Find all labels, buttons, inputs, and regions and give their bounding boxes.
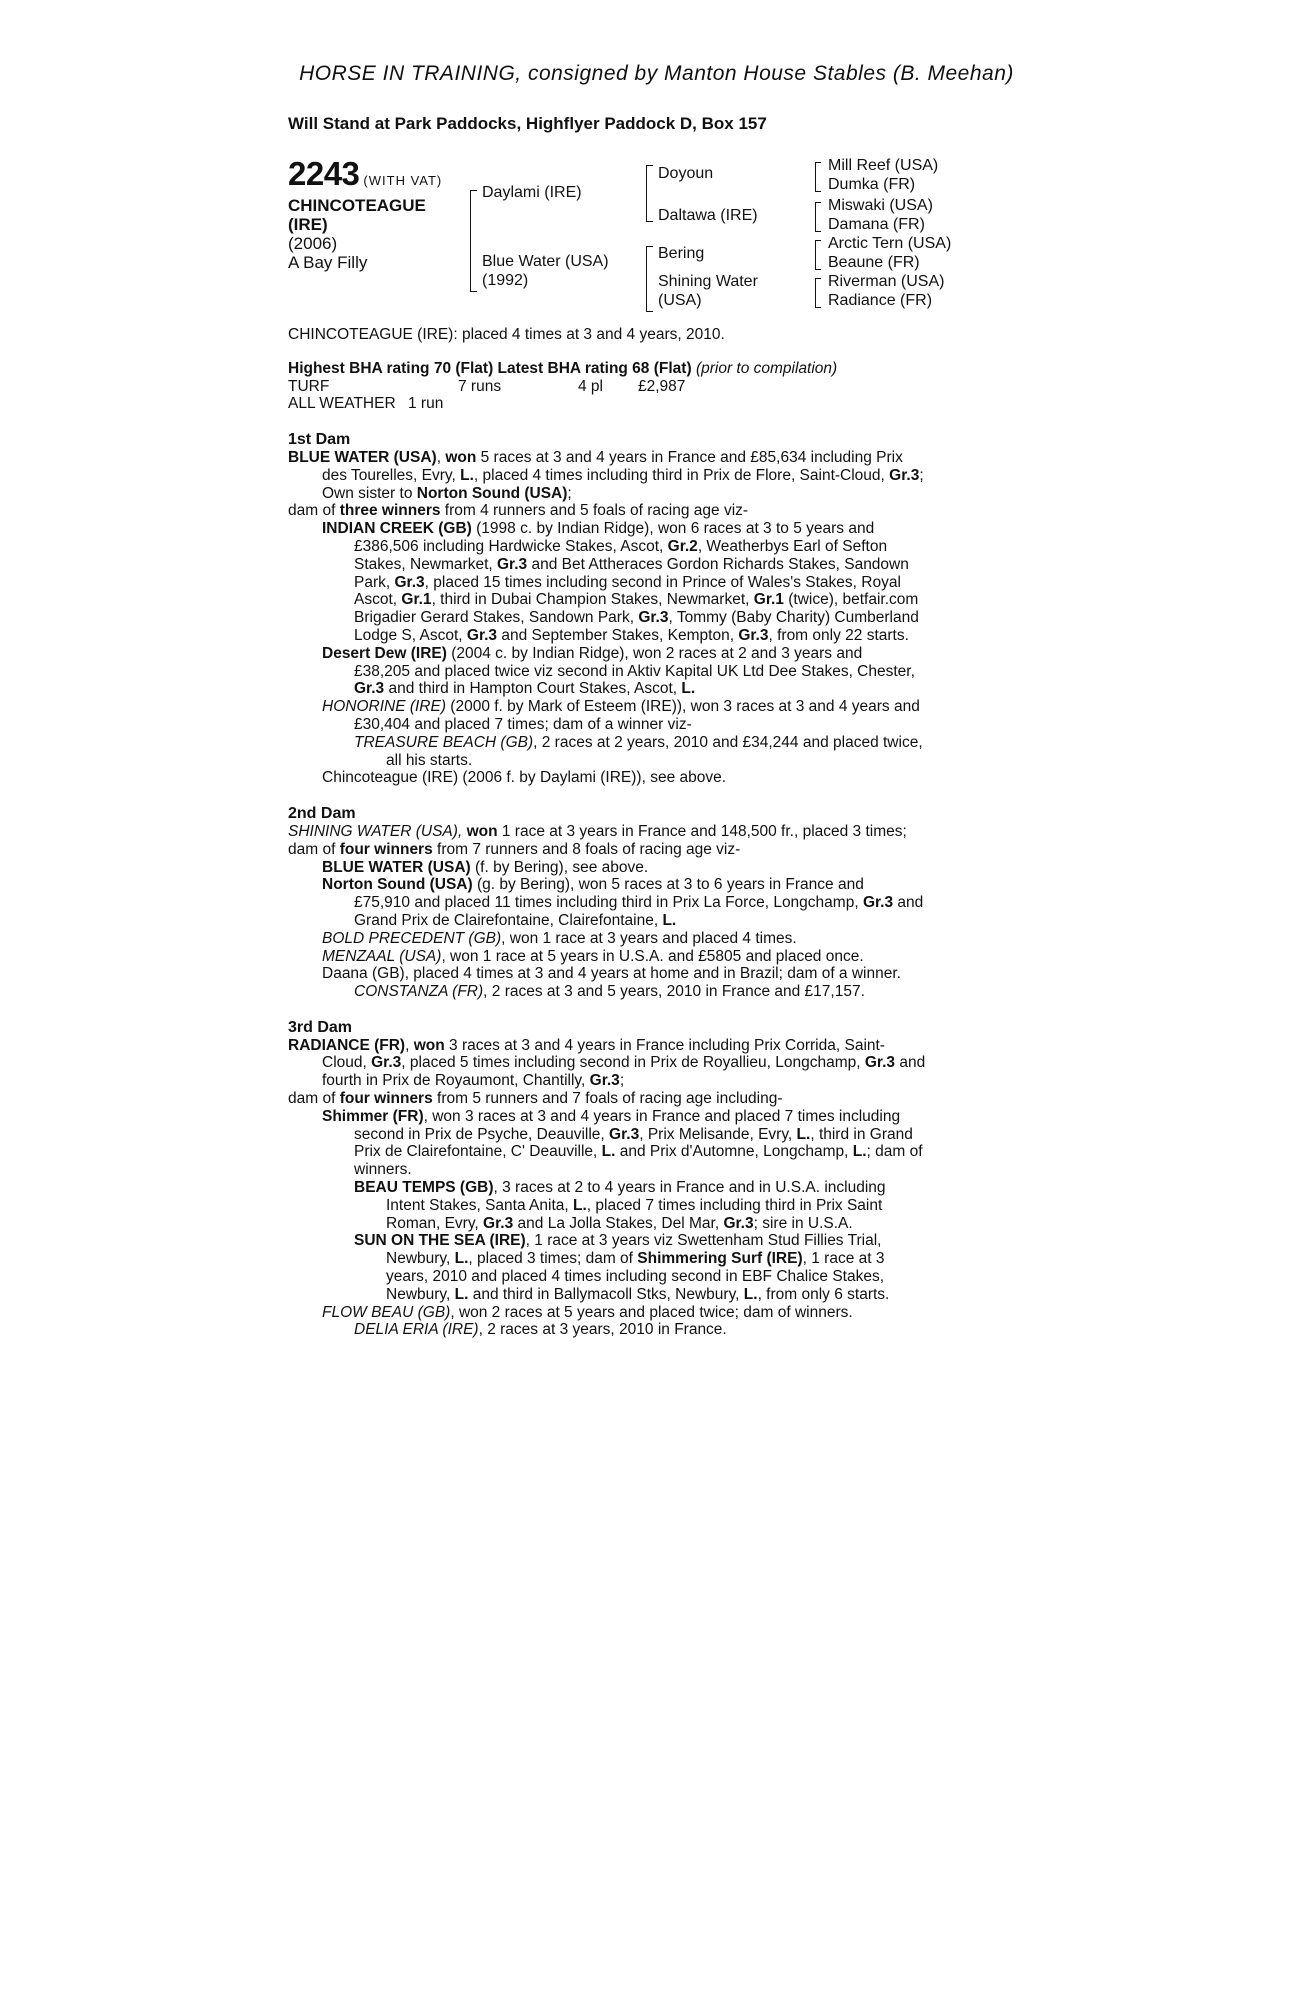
pedigree-sdd: Damana (FR)	[828, 216, 925, 233]
progeny-line	[288, 1197, 1004, 1215]
rating-note: (prior to compilation)	[695, 359, 838, 377]
text-segment: Norton Sound (USA)	[322, 876, 473, 894]
lot-number-block	[288, 155, 442, 193]
text-segment: and	[895, 1054, 926, 1072]
aw-record	[288, 395, 1004, 413]
text-segment: and Prix d'Automne, Longchamp,	[615, 1143, 853, 1161]
text-segment: Gr.3	[466, 626, 498, 644]
progeny-line	[288, 1108, 1004, 1126]
progeny-line	[288, 680, 1004, 698]
text-segment: , placed 15 times including second in Prince of Wales's Stakes, Royal	[424, 573, 901, 591]
text-segment: (2004 c. by Indian Ridge), won 2 races at 2 and 3 years and	[446, 644, 863, 662]
text-segment: four winners	[339, 1090, 433, 1108]
text-segment: 5 races at 3 and 4 years in France and £85,634 including Prix	[476, 448, 903, 466]
text-segment: Gr.3	[889, 466, 920, 484]
text-segment: £30,404 and placed 7 times; dam of a winner viz-	[354, 715, 692, 733]
progeny-line	[288, 965, 1004, 983]
text-segment: , Prix Melisande, Evry,	[639, 1125, 797, 1143]
lot-number: 2243	[288, 155, 360, 192]
text-segment: dam of	[288, 1090, 340, 1108]
text-segment: ;	[567, 484, 572, 502]
pedigree-sire-sire: Doyoun	[658, 165, 714, 182]
text-segment: 3 races at 3 and 4 years in France including Prix Corrida, Saint-	[444, 1036, 885, 1054]
progeny-line	[288, 520, 1004, 538]
text-segment: £386,506 including Hardwicke Stakes, Ascot,	[354, 537, 668, 555]
progeny-line	[288, 1126, 1004, 1144]
text-segment: Gr.1	[401, 591, 432, 609]
text-segment: SHINING WATER (USA)	[288, 822, 458, 840]
dam-line	[288, 467, 1004, 485]
text-segment: Gr.3	[864, 1054, 896, 1072]
text-segment: £38,205 and placed twice viz second in Aktiv Kapital UK Ltd Dee Stakes, Chester,	[354, 662, 915, 680]
progeny-line	[288, 663, 1004, 681]
text-segment: , placed 3 times; dam of	[468, 1250, 638, 1268]
text-segment: L.	[743, 1285, 758, 1303]
text-segment: all his starts.	[386, 751, 473, 769]
progeny-line	[288, 1232, 1004, 1250]
third-dam-heading: 3rd Dam	[288, 1018, 353, 1036]
text-segment: BLUE WATER (USA)	[322, 858, 471, 876]
turf-runs: 7 runs	[458, 377, 502, 395]
aw-runs: 1 run	[408, 395, 444, 413]
horse-name: CHINCOTEAGUE	[288, 196, 426, 215]
text-segment: Shimmer (FR)	[322, 1107, 424, 1125]
text-segment: Gr.3	[862, 894, 894, 912]
text-segment: dam of	[288, 502, 340, 520]
progeny-line	[288, 645, 1004, 663]
progeny-line	[288, 574, 1004, 592]
text-segment: and September Stakes, Kempton,	[497, 626, 739, 644]
turf-prize: £2,987	[638, 377, 686, 395]
text-segment: Grand Prix de Clairefontaine, Clairefontaine,	[354, 911, 663, 929]
text-segment: Gr.3	[638, 609, 669, 627]
text-segment: , 2 races at 2 years, 2010 and £34,244 and placed twice,	[533, 733, 923, 751]
text-segment: L.	[460, 466, 474, 484]
pedigree-brace	[815, 278, 821, 308]
text-segment: and third in Ballymacoll Stks, Newbury,	[468, 1285, 744, 1303]
text-segment: Gr.3	[483, 1214, 514, 1232]
text-segment: TREASURE BEACH (GB)	[354, 733, 534, 751]
progeny-line	[288, 983, 1004, 1001]
text-segment: , won 2 races at 5 years and placed twice; dam of winners.	[450, 1303, 853, 1321]
progeny-line	[288, 876, 1004, 894]
pedigree-sds: Miswaki (USA)	[828, 197, 933, 214]
text-segment: , from only 22 starts.	[768, 626, 909, 644]
progeny-line	[288, 859, 1004, 877]
progeny-line	[288, 609, 1004, 627]
text-segment: Gr.3	[497, 555, 528, 573]
text-segment: L.	[681, 680, 696, 698]
pedigree-dds: Riverman (USA)	[828, 273, 945, 290]
text-segment: , third in Grand	[810, 1125, 913, 1143]
progeny-line	[288, 1304, 1004, 1322]
text-segment: fourth in Prix de Royaumont, Chantilly,	[322, 1072, 590, 1090]
pedigree-brace	[815, 202, 821, 232]
text-segment: (twice), betfair.com	[783, 591, 919, 609]
text-segment: , won 1 race at 3 years and placed 4 times.	[501, 929, 797, 947]
text-segment: from 5 runners and 7 foals of racing age including-	[432, 1090, 783, 1108]
pedigree-dsd: Beaune (FR)	[828, 254, 920, 271]
text-segment: (f. by Bering), see above.	[470, 858, 649, 876]
text-segment: ;	[919, 466, 924, 484]
progeny-line	[288, 698, 1004, 716]
progeny-line	[288, 930, 1004, 948]
text-segment: , 3 races at 2 to 4 years in France and in U.S.A. including	[493, 1179, 886, 1197]
dam-line	[288, 502, 1004, 520]
text-segment: Newbury,	[386, 1285, 455, 1303]
progeny-line	[288, 1250, 1004, 1268]
pedigree-dam-dam-country: (USA)	[658, 292, 702, 309]
text-segment: FLOW BEAU (GB)	[322, 1303, 451, 1321]
text-segment: ,	[436, 448, 446, 466]
progeny-line	[288, 1286, 1004, 1304]
consignor-header: HORSE IN TRAINING, consigned by Manton House Stables (B. Meehan)	[299, 62, 1014, 85]
text-segment: , won 3 races at 3 and 4 years in France and placed 7 times including	[423, 1107, 901, 1125]
text-segment: , 1 race at 3	[802, 1250, 885, 1268]
text-segment: Gr.3	[609, 1125, 640, 1143]
pedigree-sire: Daylami (IRE)	[482, 184, 582, 201]
progeny-line	[288, 591, 1004, 609]
text-segment: ; dam of	[866, 1143, 923, 1161]
pedigree-dam-year: (1992)	[482, 272, 529, 289]
dam-line	[288, 449, 1004, 467]
text-segment: BLUE WATER (USA)	[288, 448, 437, 466]
text-segment: 1 race at 3 years in France and 148,500 fr., placed 3 times;	[497, 822, 907, 840]
text-segment: , 2 races at 3 and 5 years, 2010 in France and £17,157.	[483, 983, 865, 1001]
text-segment: L.	[601, 1143, 616, 1161]
text-segment: and third in Hampton Court Stakes, Ascot,	[384, 680, 682, 698]
text-segment: L.	[454, 1285, 469, 1303]
text-segment: Roman, Evry,	[386, 1214, 484, 1232]
text-segment: Prix de Clairefontaine, C' Deauville,	[354, 1143, 602, 1161]
stand-location: Will Stand at Park Paddocks, Highflyer Paddock D, Box 157	[288, 114, 767, 133]
text-segment: (1998 c. by Indian Ridge), won 6 races at 3 to 5 years and	[471, 520, 875, 538]
dam-line	[288, 1054, 1004, 1072]
text-segment: L.	[852, 1143, 867, 1161]
pedigree-brace	[815, 240, 821, 270]
progeny-line	[288, 1268, 1004, 1286]
text-segment: ;	[619, 1072, 625, 1090]
text-segment: winners.	[354, 1161, 412, 1179]
text-segment: INDIAN CREEK (GB)	[322, 520, 472, 538]
text-segment: second in Prix de Psyche, Deauville,	[354, 1125, 610, 1143]
text-segment: dam of	[288, 840, 340, 858]
text-segment: , placed 4 times including third in Prix de Flore, Saint-Cloud,	[473, 466, 890, 484]
text-segment: , 2 races at 3 years, 2010 in France.	[478, 1321, 727, 1339]
text-segment: Brigadier Gerard Stakes, Sandown Park,	[354, 609, 639, 627]
dam-line	[288, 841, 1004, 859]
progeny-line	[288, 627, 1004, 645]
rating-line	[288, 360, 1004, 378]
text-segment: Gr.3	[589, 1072, 620, 1090]
pedigree-dam-sire: Bering	[658, 245, 705, 262]
horse-details	[288, 196, 458, 272]
dam-line	[288, 1072, 1004, 1090]
text-segment: L.	[662, 911, 677, 929]
pedigree-dss: Arctic Tern (USA)	[828, 235, 952, 252]
turf-record	[288, 378, 1004, 396]
progeny-line	[288, 538, 1004, 556]
text-segment: ,	[405, 1036, 414, 1054]
race-summary: CHINCOTEAGUE (IRE): placed 4 times at 3 and 4 years, 2010.	[288, 326, 725, 343]
text-segment: L.	[796, 1125, 811, 1143]
text-segment: CONSTANZA (FR)	[354, 983, 484, 1001]
progeny-line	[288, 752, 1004, 770]
text-segment: , placed 7 times including third in Prix Saint	[586, 1196, 883, 1214]
text-segment: , Tommy (Baby Charity) Cumberland	[668, 609, 919, 627]
vat-note: (WITH VAT)	[363, 173, 443, 188]
pedigree-sss: Mill Reef (USA)	[828, 157, 939, 174]
text-segment: Shimmering Surf (IRE)	[637, 1250, 803, 1268]
pedigree-brace	[646, 246, 653, 312]
pedigree-ssd: Dumka (FR)	[828, 176, 916, 193]
text-segment: Stakes, Newmarket,	[354, 555, 497, 573]
text-segment: from 7 runners and 8 foals of racing age viz-	[432, 840, 741, 858]
pedigree-dam: Blue Water (USA)	[482, 253, 609, 270]
text-segment: , won 1 race at 5 years in U.S.A. and £5805 and placed once.	[441, 947, 864, 965]
rating-text: Highest BHA rating 70 (Flat) Latest BHA rating 68 (Flat)	[288, 359, 692, 377]
text-segment: Chincoteague (IRE) (2006 f. by Daylami (IRE)), see above.	[322, 769, 727, 787]
text-segment: RADIANCE (FR)	[288, 1036, 406, 1054]
text-segment: Gr.3	[723, 1214, 754, 1232]
text-segment: Gr.3	[354, 680, 385, 698]
dam-line	[288, 823, 1004, 841]
horse-year: (2006)	[288, 234, 338, 253]
text-segment: SUN ON THE SEA (IRE)	[354, 1232, 526, 1250]
text-segment: MENZAAL (USA)	[322, 947, 442, 965]
text-segment: , 1 race at 3 years viz Swettenham Stud Fillies Trial,	[525, 1232, 882, 1250]
text-segment: , from only 6 starts.	[757, 1285, 890, 1303]
text-segment: BOLD PRECEDENT (GB)	[322, 929, 502, 947]
text-segment: won	[413, 1036, 445, 1054]
turf-label: TURF	[288, 377, 330, 395]
horse-description: A Bay Filly	[288, 253, 368, 272]
text-segment: Newbury,	[386, 1250, 455, 1268]
text-segment: , placed 5 times including second in Prix de Royallieu, Longchamp,	[401, 1054, 865, 1072]
dam-line	[288, 1090, 1004, 1108]
first-dam-heading: 1st Dam	[288, 431, 351, 449]
progeny-line	[288, 1321, 1004, 1339]
progeny-line	[288, 1143, 1004, 1161]
text-segment: ; sire in U.S.A.	[753, 1214, 853, 1232]
aw-label: ALL WEATHER	[288, 395, 396, 413]
text-segment: and Bet Attheraces Gordon Richards Stakes, Sandown	[527, 555, 909, 573]
text-segment: Park,	[354, 573, 395, 591]
text-segment: Own sister to	[322, 484, 417, 502]
text-segment: Gr.1	[753, 591, 784, 609]
text-segment: Cloud,	[322, 1054, 372, 1072]
progeny-line	[288, 556, 1004, 574]
text-segment: Intent Stakes, Santa Anita,	[386, 1196, 573, 1214]
text-segment: £75,910 and placed 11 times including third in Prix La Force, Longchamp,	[354, 894, 863, 912]
progeny-line	[288, 716, 1004, 734]
pedigree-ddd: Radiance (FR)	[828, 292, 933, 309]
catalogue-body	[288, 326, 1004, 1339]
text-segment: and	[893, 894, 924, 912]
progeny-line	[288, 769, 1004, 787]
text-segment: BEAU TEMPS (GB)	[354, 1179, 494, 1197]
text-segment: from 4 runners and 5 foals of racing age viz-	[440, 502, 749, 520]
progeny-line	[288, 948, 1004, 966]
progeny-line	[288, 894, 1004, 912]
progeny-line	[288, 1161, 1004, 1179]
text-segment: years, 2010 and placed 4 times including second in EBF Chalice Stakes,	[386, 1268, 885, 1286]
text-segment: Gr.3	[738, 626, 769, 644]
text-segment: won	[445, 448, 477, 466]
text-segment: des Tourelles, Evry,	[322, 466, 461, 484]
progeny-line	[288, 1215, 1004, 1233]
pedigree-dam-dam: Shining Water	[658, 273, 758, 290]
dam-line	[288, 485, 1004, 503]
turf-placed: 4 pl	[578, 377, 603, 395]
text-segment: three winners	[339, 502, 441, 520]
text-segment: Gr.2	[667, 537, 698, 555]
text-segment: Desert Dew (IRE)	[322, 644, 447, 662]
text-segment: , Weatherbys Earl of Sefton	[697, 537, 888, 555]
text-segment: Gr.3	[371, 1054, 402, 1072]
text-segment: and La Jolla Stakes, Del Mar,	[513, 1214, 724, 1232]
text-segment: Lodge S, Ascot,	[354, 626, 467, 644]
pedigree-sire-dam: Daltawa (IRE)	[658, 207, 758, 224]
text-segment: L.	[454, 1250, 469, 1268]
progeny-line	[288, 912, 1004, 930]
progeny-line	[288, 1179, 1004, 1197]
text-segment: Daana (GB), placed 4 times at 3 and 4 years at home and in Brazil; dam of a winner.	[322, 965, 901, 983]
text-segment: won	[466, 822, 498, 840]
text-segment: Ascot,	[354, 591, 402, 609]
horse-country: (IRE)	[288, 215, 328, 234]
text-segment: Gr.3	[394, 573, 425, 591]
pedigree-brace	[470, 190, 477, 292]
text-segment: HONORINE (IRE)	[322, 698, 446, 716]
second-dam-heading: 2nd Dam	[288, 805, 356, 823]
pedigree-brace	[815, 162, 821, 192]
text-segment: , third in Dubai Champion Stakes, Newmarket,	[431, 591, 754, 609]
text-segment: ,	[457, 822, 467, 840]
text-segment: (2000 f. by Mark of Esteem (IRE)), won 3 races at 3 and 4 years and	[446, 698, 920, 716]
pedigree-brace	[646, 165, 653, 222]
text-segment: DELIA ERIA (IRE)	[354, 1321, 479, 1339]
text-segment: (g. by Bering), won 5 races at 3 to 6 years in France and	[472, 876, 864, 894]
dam-line	[288, 1037, 1004, 1055]
text-segment: four winners	[339, 840, 433, 858]
text-segment: L.	[572, 1196, 587, 1214]
text-segment: Norton Sound (USA)	[416, 484, 568, 502]
progeny-line	[288, 734, 1004, 752]
